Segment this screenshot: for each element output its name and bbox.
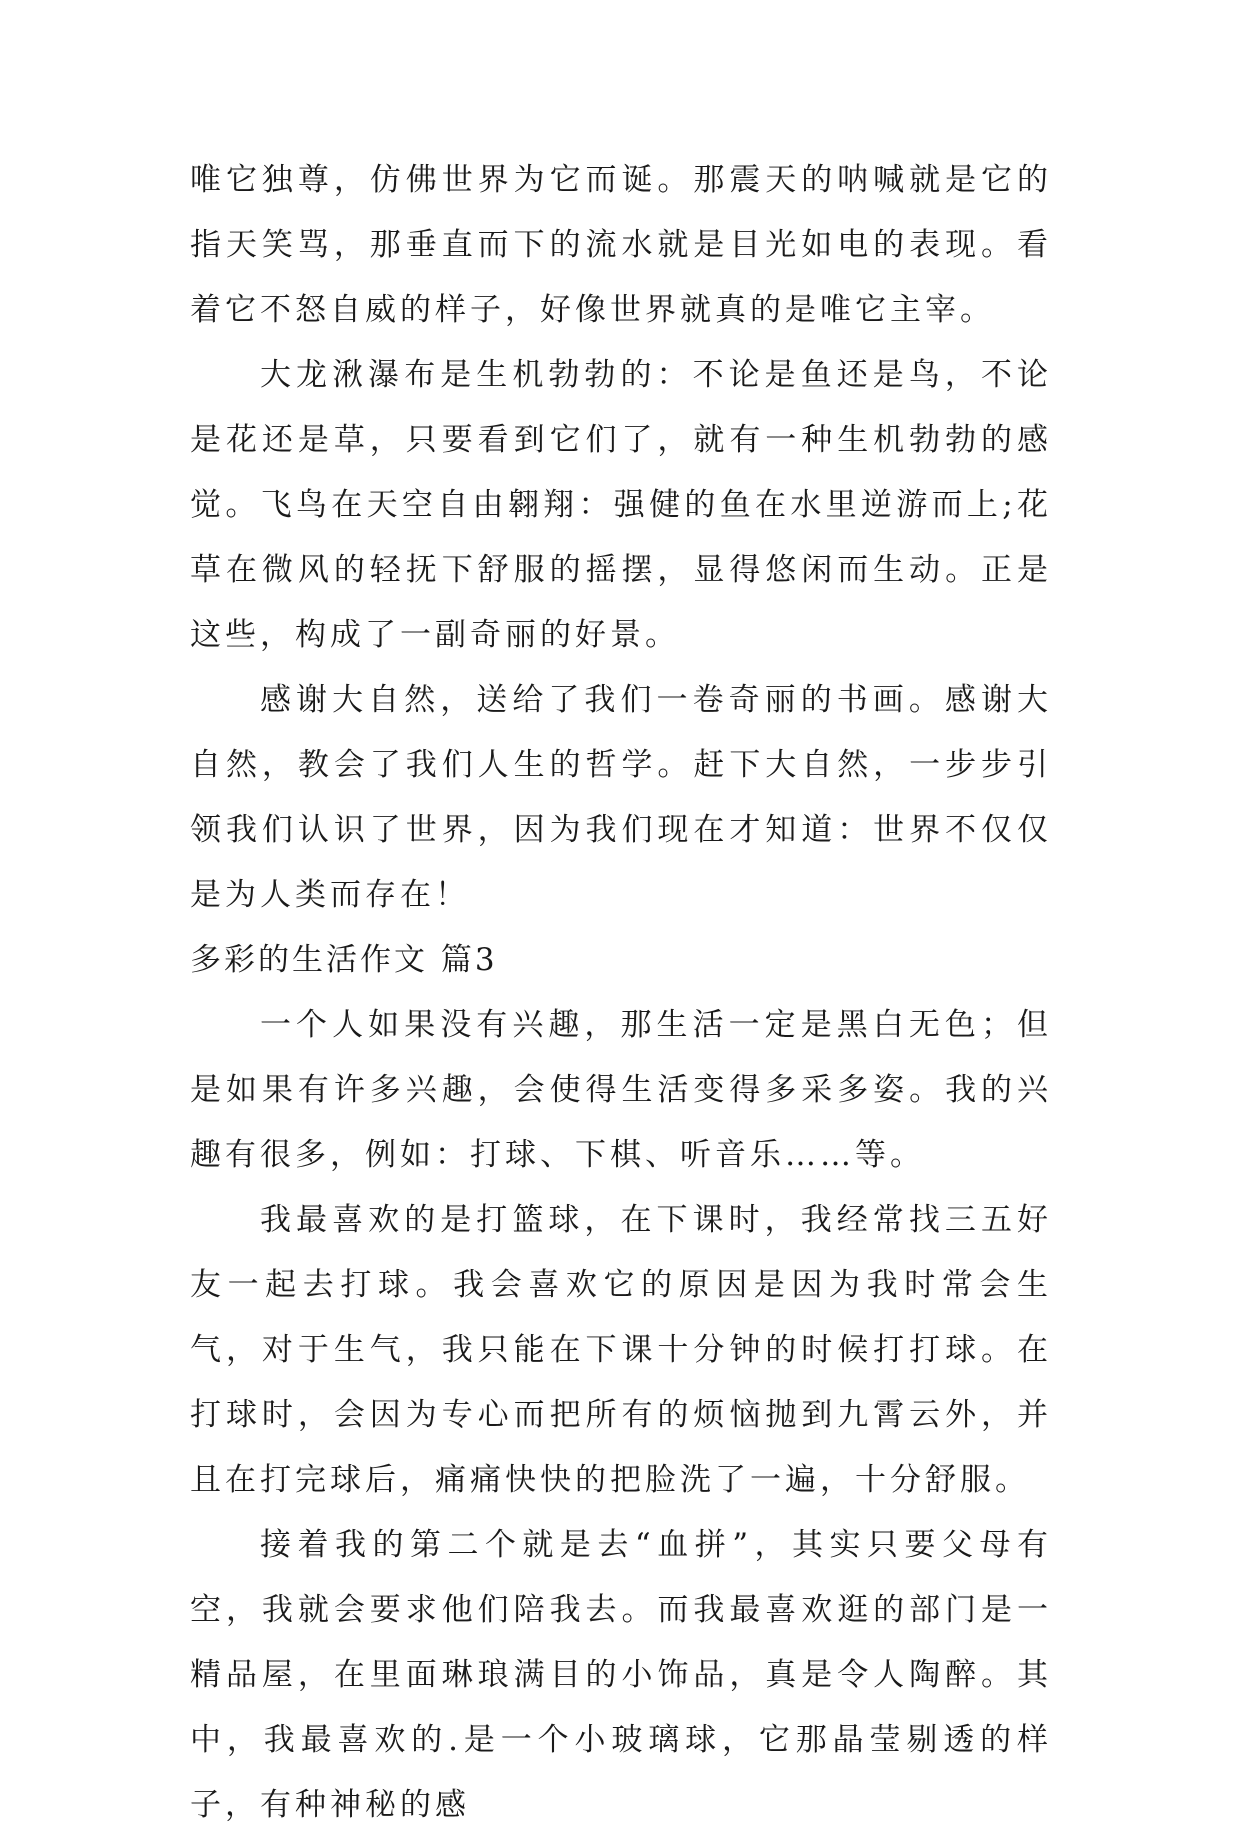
paragraph-waterfall: 大龙湫瀑布是生机勃勃的：不论是鱼还是鸟，不论是花还是草，只要看到它们了，就有一种生机勃勃的感觉。飞鸟在天空自由翱翔：强健的鱼在水里逆游而上;花草在微风的轻抚下舒服的摇摆，显得悠闲而生动。正是这些，构成了一副奇丽的好景。 — [190, 357, 1052, 653]
paragraph-continued: 唯它独尊，仿佛世界为它而诞。那震天的呐喊就是它的指天笑骂，那垂直而下的流水就是目光如电的表现。看着它不怒自威的样子，好像世界就真的是唯它主宰。 — [190, 162, 1052, 328]
paragraph-thanks-nature: 感谢大自然，送给了我们一卷奇丽的书画。感谢大自然，教会了我们人生的哲学。赶下大自然，一步步引领我们认识了世界，因为我们现在才知道：世界不仅仅是为人类而存在！ — [190, 682, 1052, 913]
section-heading: 多彩的生活作文 篇3 — [190, 942, 498, 978]
paragraph-basketball: 我最喜欢的是打篮球，在下课时，我经常找三五好友一起去打球。我会喜欢它的原因是因为我时常会生气，对于生气，我只能在下课十分钟的时候打打球。在打球时，会因为专心而把所有的烦恼抛到九霄云外，并且在打完球后，痛痛快快的把脸洗了一遍，十分舒服。 — [190, 1202, 1052, 1498]
paragraph-shopping: 接着我的第二个就是去“血拼”，其实只要父母有空，我就会要求他们陪我去。而我最喜欢逛的部门是一精品屋，在里面琳琅满目的小饰品，真是令人陶醉。其中，我最喜欢的.是一个小玻璃球，它那晶莹剔透的样子，有种神秘的感 — [190, 1527, 1052, 1823]
document-body — [190, 148, 1052, 1838]
paragraph-interests: 一个人如果没有兴趣，那生活一定是黑白无色；但是如果有许多兴趣，会使得生活变得多采多姿。我的兴趣有很多，例如：打球、下棋、听音乐……等。 — [190, 1007, 1052, 1173]
